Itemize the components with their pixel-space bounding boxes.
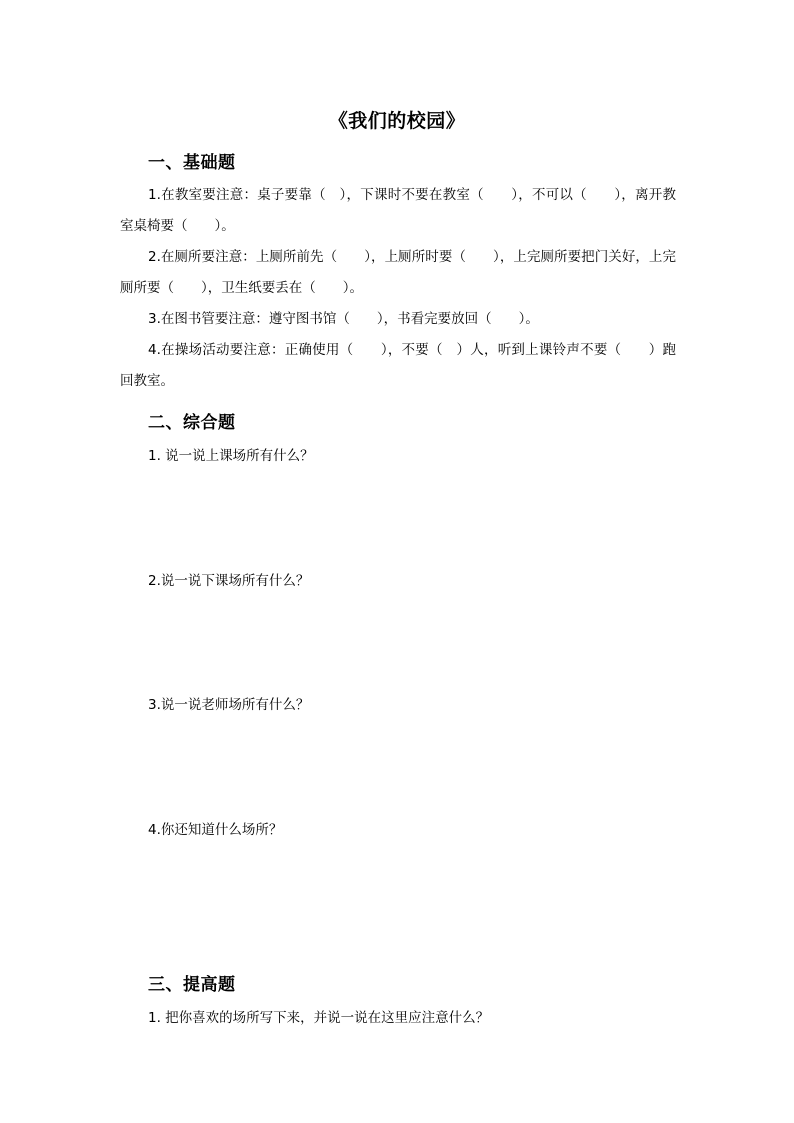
basic-question-3: 3.在图书管要注意：遵守图书馆（ ），书看完要放回（ ）。 [148,311,539,327]
comprehensive-question-3: 3.说一说老师场所有什么？ [148,697,310,713]
document-title: 《我们的校园》 [328,110,466,132]
advanced-question-1: 1. 把你喜欢的场所写下来，并说一说在这里应注意什么？ [148,1010,490,1026]
section-heading-basic: 一、基础题 [148,153,236,173]
basic-question-2: 2.在厕所要注意：上厕所前先（ ），上厕所时要（ ），上完厕所要把门关好，上完厕所要（ ），卫生纸要丢在（ ）。 [120,249,676,296]
basic-question-4: 4.在操场活动要注意：正确使用（ ），不要（ ）人，听到上课铃声不要（ ）跑回教室。 [120,342,676,389]
basic-question-1: 1.在教室要注意：桌子要靠（ ），下课时不要在教室（ ），不可以（ ），离开教室桌椅要（ ）。 [120,187,676,234]
section-heading-comprehensive: 二、综合题 [148,413,236,433]
section-heading-advanced: 三、提高题 [148,975,236,995]
comprehensive-question-2: 2.说一说下课场所有什么？ [148,573,310,589]
comprehensive-question-4: 4.你还知道什么场所？ [148,822,283,838]
comprehensive-question-1: 1. 说一说上课场所有什么？ [148,448,314,464]
